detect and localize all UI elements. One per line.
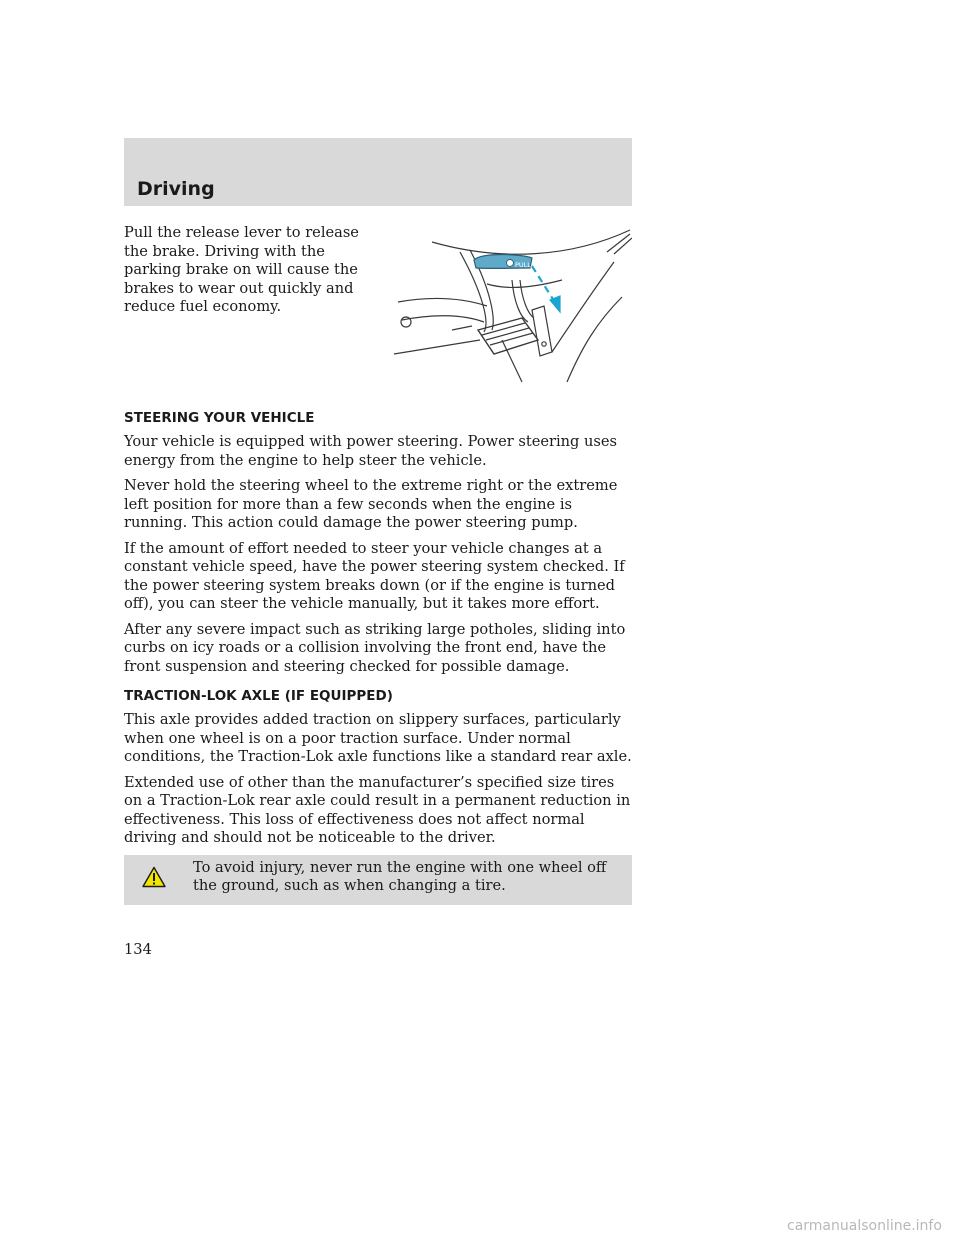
watermark: carmanualsonline.info <box>787 1218 942 1234</box>
section-header-band <box>124 138 632 206</box>
steering-paragraph: Your vehicle is equipped with power steering. Power steering uses energy from the engine to help steer the vehicle. <box>124 433 618 469</box>
warning-triangle-icon <box>142 866 166 888</box>
parking-brake-illustration <box>392 222 632 387</box>
warning-box <box>124 855 632 905</box>
traction-heading: TRACTION-LOK AXLE (IF EQUIPPED) <box>124 688 393 704</box>
intro-paragraph: Pull the release lever to release the brake. Driving with the parking brake on will cause the brakes to wear out quickly and reduce fuel economy. <box>124 224 359 315</box>
body-column <box>124 410 636 905</box>
traction-paragraph: This axle provides added traction on slippery surfaces, particularly when one wheel is on a poor traction surface. Under normal conditions, the Traction-Lok axle functions like a standard rear axle. <box>124 711 632 765</box>
steering-paragraph: If the amount of effort needed to steer your vehicle changes at a constant vehicle speed, have the power steering system checked. If the power steering system breaks down (or if the engine is turned off), you can steer the vehicle manually, but it takes more effort. <box>124 539 625 612</box>
page-number: 134 <box>124 941 152 958</box>
steering-heading: STEERING YOUR VEHICLE <box>124 410 315 426</box>
steering-paragraph: After any severe impact such as striking large potholes, sliding into curbs on icy roads or a collision involving the front end, have the front suspension and steering checked for possible damage. <box>124 620 626 675</box>
traction-paragraph: Extended use of other than the manufacturer’s specified size tires on a Traction-Lok rear axle could result in a permanent reduction in effectiveness. This loss of effectiveness does not affect normal driving and should not be noticeable to the driver. <box>124 773 631 846</box>
section-title: Driving <box>137 178 215 200</box>
lever-label: PULL <box>515 261 531 269</box>
steering-paragraph: Never hold the steering wheel to the extreme right or the extreme left position for more than a few seconds when the engine is running. This action could damage the power steering pump. <box>124 477 618 531</box>
warning-text: To avoid injury, never run the engine with one wheel off the ground, such as when changing a tire. <box>193 858 607 894</box>
